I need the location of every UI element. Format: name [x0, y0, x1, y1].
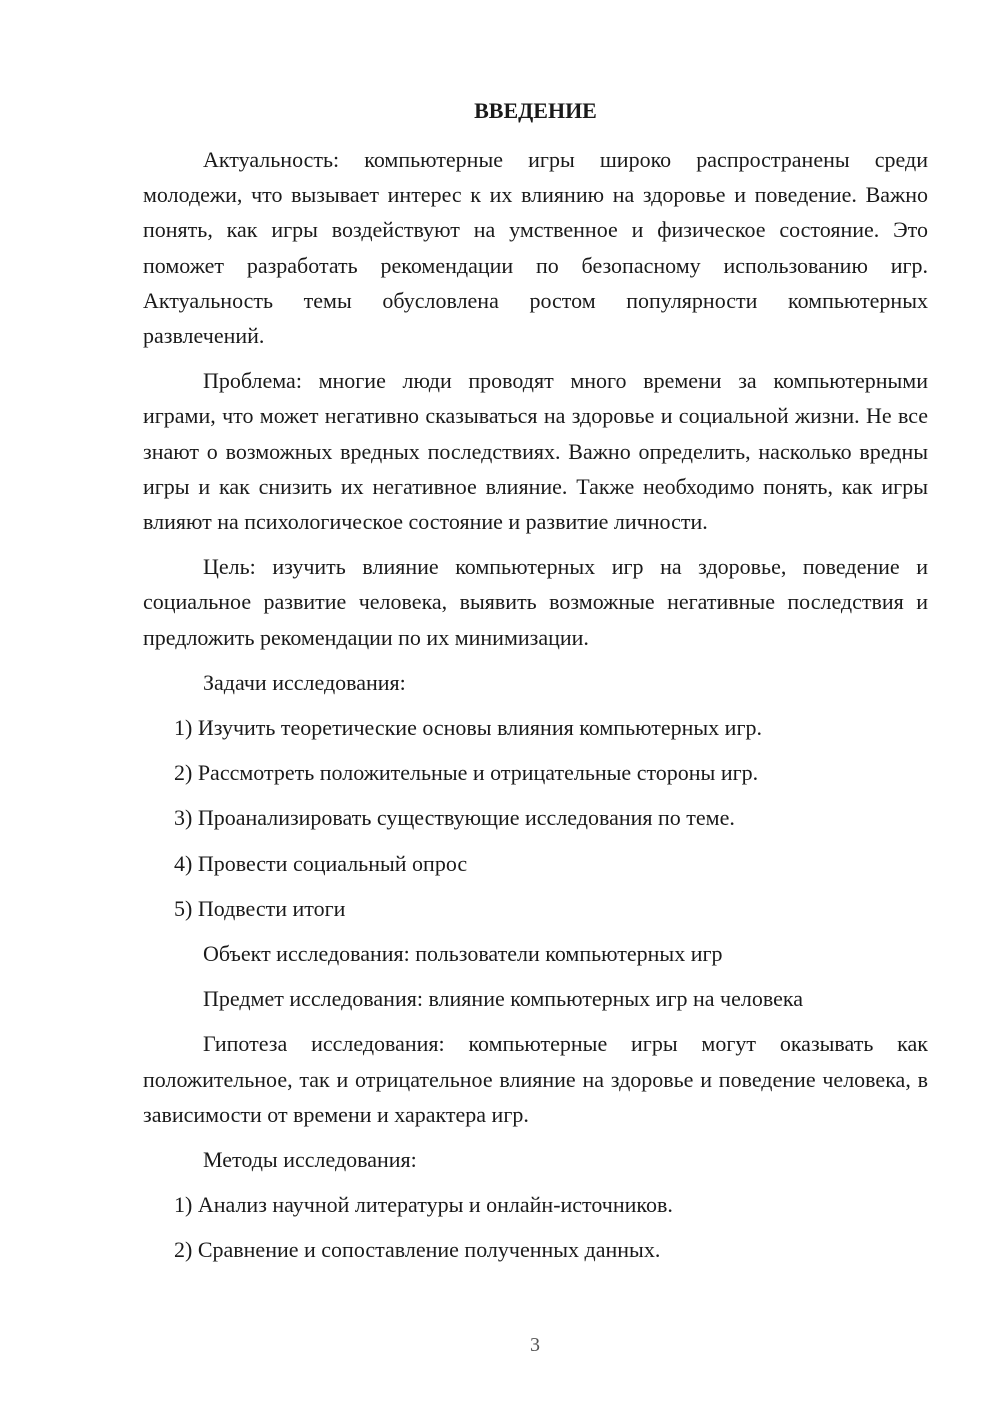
paragraph-relevance: Актуальность: компьютерные игры широко распространены среди молодежи, что вызывает интерес к их влиянию на здоровье и поведение. Важно понять, как игры воздействуют на умственное и физическое состояние. Это поможет разработать рекомендации по безопасному использованию игр. Актуальность темы обусловлена ростом популярности компьютерных развлечений.	[143, 147, 928, 349]
task-item: 2) Рассмотреть положительные и отрицательные стороны игр.	[174, 760, 759, 786]
methods-title: Методы исследования:	[203, 1147, 417, 1173]
document-body	[143, 142, 928, 1268]
task-item: 3) Проанализировать существующие исследования по теме.	[174, 805, 735, 831]
paragraph-goal: Цель: изучить влияние компьютерных игр на здоровье, поведение и социальное развитие человека, выявить возможные негативные последствия и предложить рекомендации по их минимизации.	[143, 554, 928, 650]
research-object: Объект исследования: пользователи компьютерных игр	[203, 941, 723, 967]
page-number: 3	[530, 1334, 540, 1356]
method-item: 2) Сравнение и сопоставление полученных данных.	[174, 1237, 661, 1263]
paragraph-problem: Проблема: многие люди проводят много времени за компьютерными играми, что может негативно сказываться на здоровье и социальной жизни. Не все знают о возможных вредных последствиях. Важно определить, насколько вредны игры и как снизить их негативное влияние. Также необходимо понять, как игры влияют на психологическое состояние и развитие личности.	[143, 368, 928, 535]
task-item: 4) Провести социальный опрос	[174, 850, 468, 876]
task-item: 1) Изучить теоретические основы влияния компьютерных игр.	[174, 715, 762, 741]
page-title: ВВЕДЕНИЕ	[474, 98, 597, 123]
paragraph-hypothesis: Гипотеза исследования: компьютерные игры могут оказывать как положительное, так и отрицательное влияние на здоровье и поведение человека, в зависимости от времени и характера игр.	[143, 1031, 928, 1127]
research-subject: Предмет исследования: влияние компьютерных игр на человека	[203, 986, 803, 1012]
tasks-title: Задачи исследования:	[203, 669, 406, 695]
method-item: 1) Анализ научной литературы и онлайн-источников.	[174, 1192, 673, 1218]
task-item: 5) Подвести итоги	[174, 895, 346, 921]
